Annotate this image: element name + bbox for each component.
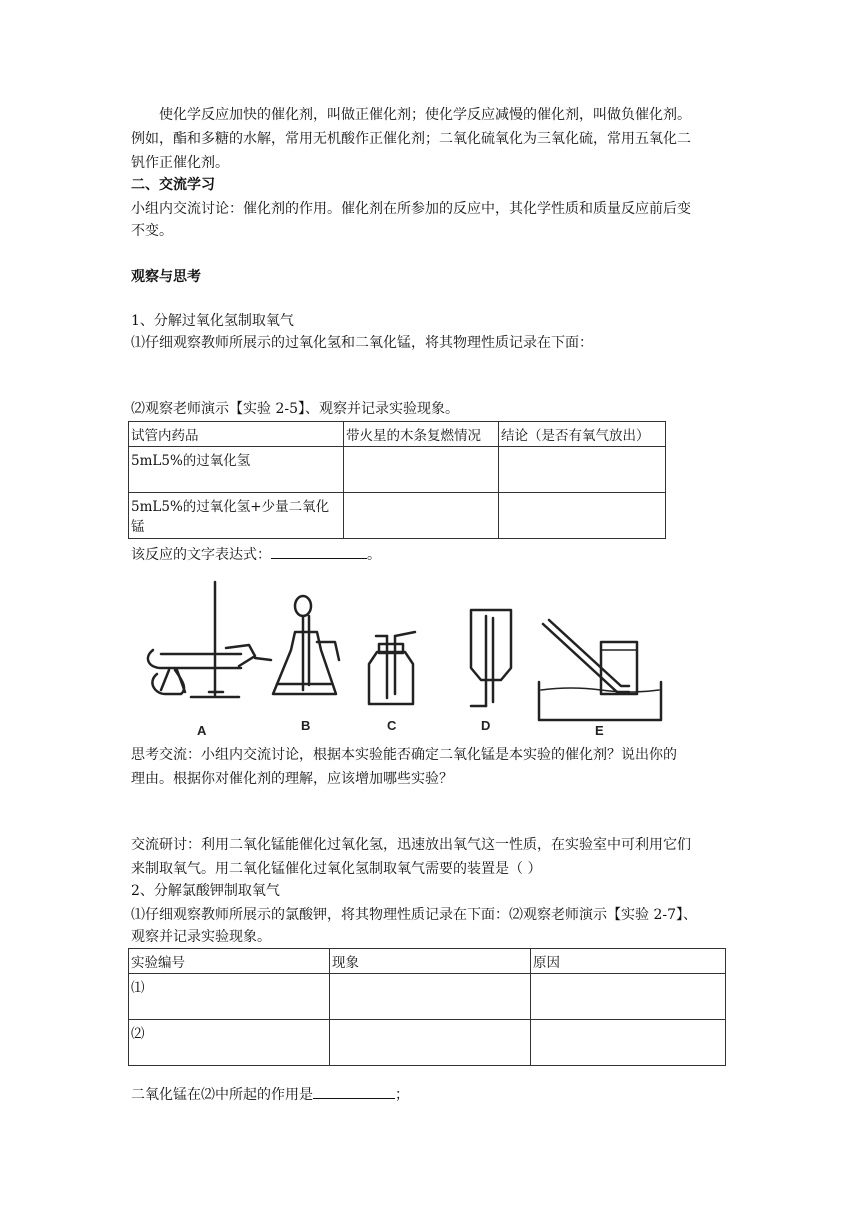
table2-cell[interactable] (330, 974, 531, 1020)
equation-label: 该反应的文字表达式： (131, 547, 271, 563)
table-row (129, 493, 666, 539)
equation-line (131, 544, 381, 566)
table2-cell[interactable] (330, 1020, 531, 1066)
apparatus-c-icon (369, 632, 415, 704)
table2-cell: ⑵ (129, 1020, 330, 1066)
final-blank[interactable] (313, 1098, 395, 1099)
table1-header-conclusion: 结论（是否有氧气放出） (499, 422, 666, 447)
apparatus-label-b: B (301, 718, 311, 733)
table2-cell: ⑴ (129, 974, 330, 1020)
apparatus-label-a: A (197, 723, 207, 738)
table2-header-reason: 原因 (531, 949, 726, 974)
table1-header-reagent: 试管内药品 (129, 422, 344, 447)
table1-header-splint: 带火星的木条复燃情况 (344, 422, 499, 447)
apparatus-label-d: D (481, 718, 491, 733)
section-heading-exchange: 二、交流学习 (131, 177, 215, 193)
table2-header-phenomenon: 现象 (330, 949, 531, 974)
table1-cell: 5mL5%的过氧化氢+少量二氧化锰 (129, 493, 344, 539)
equation-end: 。 (367, 547, 381, 563)
study-line-2: 来制取氧气。用二氧化锰催化过氧化氢制取氧气需要的装置是（ ） (131, 861, 542, 877)
apparatus-d-icon (471, 610, 511, 706)
study-line-1: 交流研讨：利用二氧化锰能催化过氧化氢，迅速放出氧气这一性质，在实验室中可利用它们 (131, 837, 691, 853)
item2-line-1: ⑴仔细观察教师所展示的氯酸钾，将其物理性质记录在下面：⑵观察老师演示【实验 2-7】、 (131, 907, 697, 923)
table1-cell: 5mL5%的过氧化氢 (129, 447, 344, 493)
table1-cell[interactable] (344, 447, 499, 493)
item1-step1: ⑴仔细观察教师所展示的过氧化氢和二氧化锰，将其物理性质记录在下面： (131, 335, 593, 351)
table-row (129, 974, 726, 1020)
item2-line-2: 观察并记录实验现象。 (131, 929, 271, 945)
final-question (131, 1084, 409, 1106)
table1-cell[interactable] (499, 447, 666, 493)
table1-cell[interactable] (499, 493, 666, 539)
section-heading-observe: 观察与思考 (131, 269, 201, 285)
table2-cell[interactable] (531, 974, 726, 1020)
table1-cell[interactable] (344, 493, 499, 539)
equation-blank[interactable] (271, 558, 367, 559)
exchange-line-2: 不变。 (131, 223, 173, 239)
apparatus-a-icon (148, 582, 271, 697)
intro-line-2: 例如，酯和多糖的水解，常用无机酸作正催化剂；二氧化硫氧化为三氧化硫，常用五氧化二 (131, 131, 691, 147)
intro-line-1: 使化学反应加快的催化剂，叫做正催化剂；使化学反应减慢的催化剂，叫做负催化剂。 (159, 107, 691, 123)
item2-title: 2、分解氯酸钾制取氧气 (131, 883, 280, 899)
apparatus-label-e: E (595, 723, 604, 738)
apparatus-e-icon (539, 620, 661, 720)
apparatus-label-c: C (387, 718, 397, 733)
item1-step2: ⑵观察老师演示【实验 2-5】、观察并记录实验现象。 (131, 401, 459, 417)
apparatus-figure (131, 570, 721, 740)
item1-title: 1、分解过氧化氢制取氧气 (131, 313, 294, 329)
intro-line-3: 钒作正催化剂。 (131, 155, 229, 171)
think-line-1: 思考交流：小组内交流讨论，根据本实验能否确定二氧化锰是本实验的催化剂？说出你的 (131, 747, 677, 763)
table-potassium-chlorate (128, 948, 726, 1066)
table-hydrogen-peroxide (128, 421, 666, 539)
final-label: 二氧化锰在⑵中所起的作用是 (131, 1087, 313, 1103)
final-end: ； (395, 1087, 409, 1103)
table-row (129, 447, 666, 493)
think-line-2: 理由。根据你对催化剂的理解，应该增加哪些实验？ (131, 771, 453, 787)
exchange-line-1: 小组内交流讨论：催化剂的作用。催化剂在所参加的反应中，其化学性质和质量反应前后变 (131, 201, 691, 217)
table-row (129, 1020, 726, 1066)
table2-cell[interactable] (531, 1020, 726, 1066)
apparatus-b-icon (273, 596, 339, 694)
table2-header-number: 实验编号 (129, 949, 330, 974)
